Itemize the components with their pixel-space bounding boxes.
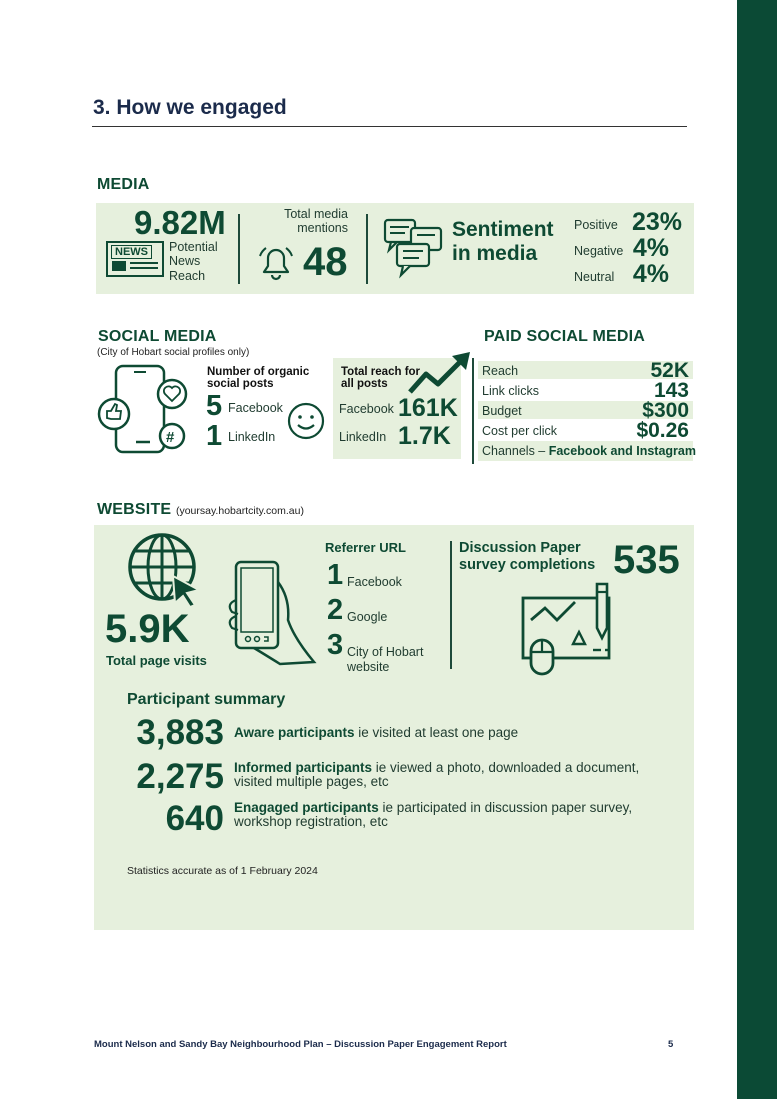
referrer-item: 3 City of Hobart website [327,629,424,674]
news-icon-label: NEWS [111,245,152,259]
reach-row: Facebook 161K [339,394,458,422]
sidebar-band [737,0,777,1099]
potential-reach-label: Potential News Reach [169,240,218,283]
sentiment-row: Positive 23% [574,208,682,236]
referrer-item: 2 Google [327,594,388,626]
mentions-label: Total media mentions [284,207,348,236]
paid-row: Budget $300 [482,399,689,422]
reach-rows [339,396,459,452]
trend-arrow-icon [408,352,472,396]
website-divider [450,541,452,669]
svg-text:#: # [166,429,175,446]
smiley-icon [287,402,325,440]
organic-post-row: 1 LinkedIn [206,420,276,452]
website-heading: WEBSITE (yoursay.hobartcity.com.au) [97,501,304,518]
media-heading: MEDIA [97,176,150,193]
paid-divider [472,358,474,464]
social-phone-icon [96,364,194,456]
visits-label: Total page visits [106,653,207,668]
chat-bubbles-icon [383,218,445,278]
participant-row: 2,275 Informed participants ie viewed a photo, downloaded a document, visited multiple pages, etc [136,757,640,796]
referrer-title: Referrer URL [325,540,406,555]
paid-row: Reach 52K [482,359,689,382]
social-heading: SOCIAL MEDIA [98,328,217,345]
bell-icon [256,242,296,282]
sentiment-rows [574,208,686,286]
hand-phone-icon [224,558,316,668]
media-divider-2 [366,214,368,284]
media-divider-1 [238,214,240,284]
organic-post-row: 5 Facebook [206,390,283,422]
globe-cursor-icon [127,532,203,608]
sentiment-title: Sentiment in media [452,218,554,266]
page-number: 5 [668,1039,674,1050]
reach-label: Total reach for all posts [341,366,421,390]
paid-rows [482,359,696,464]
referrer-list [327,561,447,676]
section-title: 3. How we engaged [93,96,287,119]
participant-row: 640 Enagaged participants ie participated in discussion paper survey, workshop registration, etc [165,799,633,838]
title-rule [92,126,687,127]
survey-label: Discussion Paper survey completions [459,540,596,573]
reach-row: LinkedIn 1.7K [339,422,451,450]
referrer-item: 1 Facebook [327,559,402,591]
social-subheading: (City of Hobart social profiles only) [97,347,250,358]
news-icon [106,241,164,277]
survey-document-icon [519,580,619,680]
mentions-value: 48 [303,240,348,284]
organic-posts [206,392,296,452]
sentiment-row: Neutral 4% [574,260,669,288]
footer-text: Mount Nelson and Sandy Bay Neighbourhood Plan – Discussion Paper Engagement Report [94,1039,507,1050]
sentiment-row: Negative 4% [574,234,669,262]
paid-heading: PAID SOCIAL MEDIA [484,328,646,345]
participant-title: Participant summary [127,691,286,708]
organic-label: Number of organic social posts [207,366,310,391]
statistics-note: Statistics accurate as of 1 February 2024 [127,865,318,877]
participant-rows [126,713,666,838]
survey-value: 535 [613,538,680,582]
potential-reach-value: 9.82M [134,204,226,241]
paid-channels: Channels – Facebook and Instagram [482,444,696,458]
participant-row: 3,883 Aware participants ie visited at least one page [136,713,519,752]
visits-value: 5.9K [105,607,190,651]
paid-row: Cost per click $0.26 [482,419,689,442]
paid-row: Link clicks 143 [482,379,689,402]
